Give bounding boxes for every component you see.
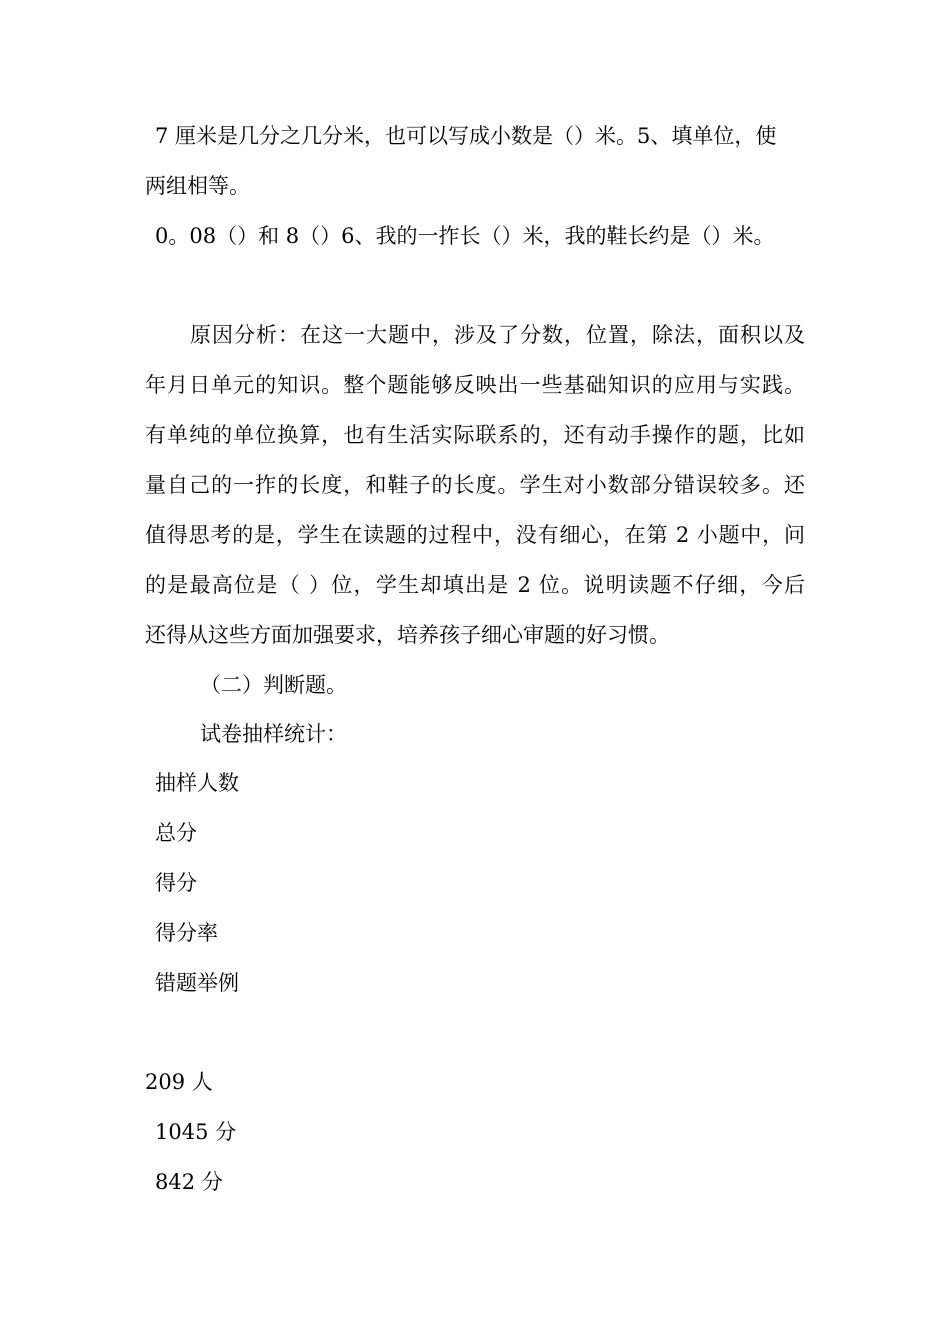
analysis-line: 量自己的一拃的长度，和鞋子的长度。学生对小数部分错误较多。还: [145, 473, 805, 497]
stats-label: 总分: [155, 821, 197, 845]
stats-label: 得分率: [155, 921, 218, 945]
stats-title: 试卷抽样统计：: [200, 722, 347, 746]
question-4-line-1: 7 厘米是几分之几分米，也可以写成小数是（）米。5、填单位，使: [155, 124, 777, 148]
analysis-line: 值得思考的是，学生在读题的过程中，没有细心，在第 2 小题中，问: [145, 523, 805, 547]
analysis-line: 有单纯的单位换算，也有生活实际联系的，还有动手操作的题，比如: [145, 423, 805, 447]
stats-label: 错题举例: [155, 971, 239, 995]
question-5-6-line: 0。08（）和 8（）6、我的一拃长（）米，我的鞋长约是（）米。: [155, 224, 775, 248]
analysis-line: 原因分析：在这一大题中，涉及了分数，位置，除法，面积以及: [190, 323, 805, 347]
question-4-line-2: 两组相等。: [145, 174, 250, 198]
analysis-line: 的是最高位是（ ）位，学生却填出是 2 位。说明读题不仔细，今后: [145, 573, 805, 597]
analysis-line: 还得从这些方面加强要求，培养孩子细心审题的好习惯。: [145, 623, 670, 647]
stats-label: 抽样人数: [155, 771, 239, 795]
analysis-line: 年月日单元的知识。整个题能够反映出一些基础知识的应用与实践。: [145, 373, 805, 397]
stats-label: 得分: [155, 871, 197, 895]
stats-value: 842 分: [155, 1170, 223, 1194]
stats-value: 209 人: [145, 1070, 213, 1094]
stats-value: 1045 分: [155, 1120, 237, 1144]
section-heading: （二）判断题。: [200, 673, 347, 697]
